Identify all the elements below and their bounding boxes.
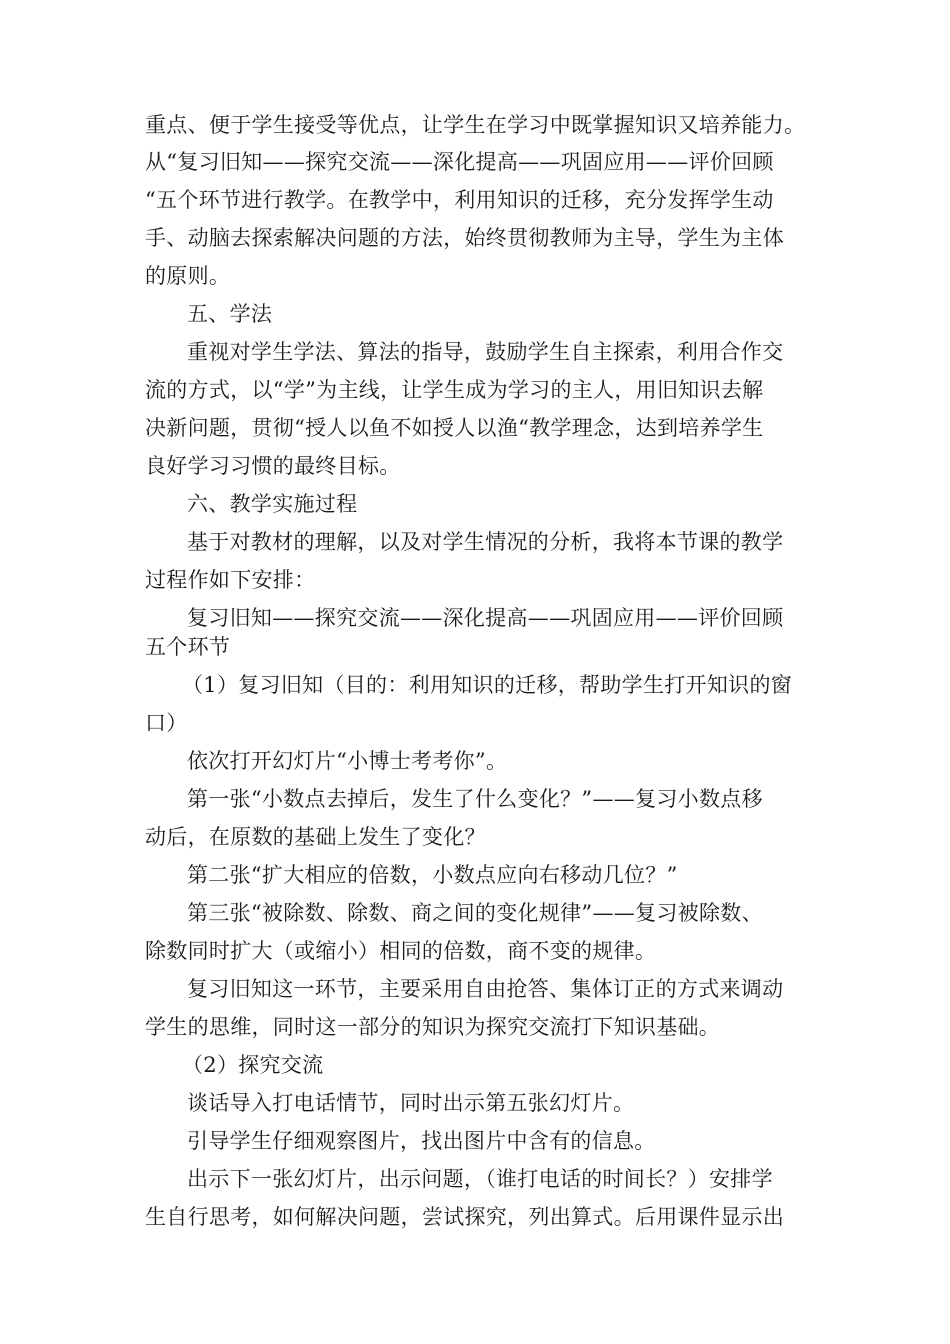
text-line: 手、动脑去探索解决问题的方法，始终贯彻教师为主导，学生为主体 [145,226,784,250]
text-line: 决新问题，贯彻“授人以鱼不如授人以渔“教学理念，达到培养学生 [145,416,764,440]
text-line: 的原则。 [145,264,231,288]
text-line: 五个环节 [145,635,231,659]
text-line: 引导学生仔细观察图片，找出图片中含有的信息。 [187,1129,656,1153]
text-line: 谈话导入打电话情节，同时出示第五张幻灯片。 [187,1091,635,1115]
text-line: “五个环节进行教学。在教学中，利用知识的迁移，充分发挥学生动 [145,188,774,212]
text-line: 重点、便于学生接受等优点，让学生在学习中既掌握知识又培养能力。 [145,113,806,137]
text-line: 第三张“被除数、除数、商之间的变化规律”——复习被除数、 [187,901,763,925]
text-line: 基于对教材的理解，以及对学生情况的分析，我将本节课的教学 [187,530,784,554]
text-line: 复习旧知——探究交流——深化提高——巩固应用——评价回顾 [187,606,784,630]
text-line: 第一张“小数点去掉后，发生了什么变化？”——复习小数点移 [187,787,763,811]
text-line: 生自行思考，如何解决问题，尝试探究，列出算式。后用课件显示出 [145,1205,784,1229]
subsection-heading: （2）探究交流 [182,1053,324,1077]
text-line: 学生的思维，同时这一部分的知识为探究交流打下知识基础。 [145,1015,721,1039]
section-heading: 五、学法 [187,302,273,326]
text-line: 从“复习旧知——探究交流——深化提高——巩固应用——评价回顾 [145,150,774,174]
text-line: 第二张“扩大相应的倍数，小数点应向右移动几位？” [187,863,678,887]
text-line: 重视对学生学法、算法的指导，鼓励学生自主探索，利用合作交 [187,340,784,364]
section-heading: 六、教学实施过程 [187,492,358,516]
text-line: 流的方式，以“学”为主线，让学生成为学习的主人，用旧知识去解 [145,378,764,402]
text-line: 动后，在原数的基础上发生了变化？ [145,825,486,849]
text-line: 过程作如下安排： [145,568,316,592]
subsection-heading: （1）复习旧知（目的：利用知识的迁移，帮助学生打开知识的窗 [182,673,793,697]
text-line: 依次打开幻灯片“小博士考考你”。 [187,749,508,773]
text-line: 出示下一张幻灯片，出示问题，（谁打电话的时间长？）安排学 [187,1167,773,1191]
text-line: 复习旧知这一环节，主要采用自由抢答、集体订正的方式来调动 [187,977,784,1001]
text-line: 口） [145,711,188,735]
text-line: 良好学习习惯的最终目标。 [145,454,401,478]
text-line: 除数同时扩大（或缩小）相同的倍数，商不变的规律。 [145,939,657,963]
